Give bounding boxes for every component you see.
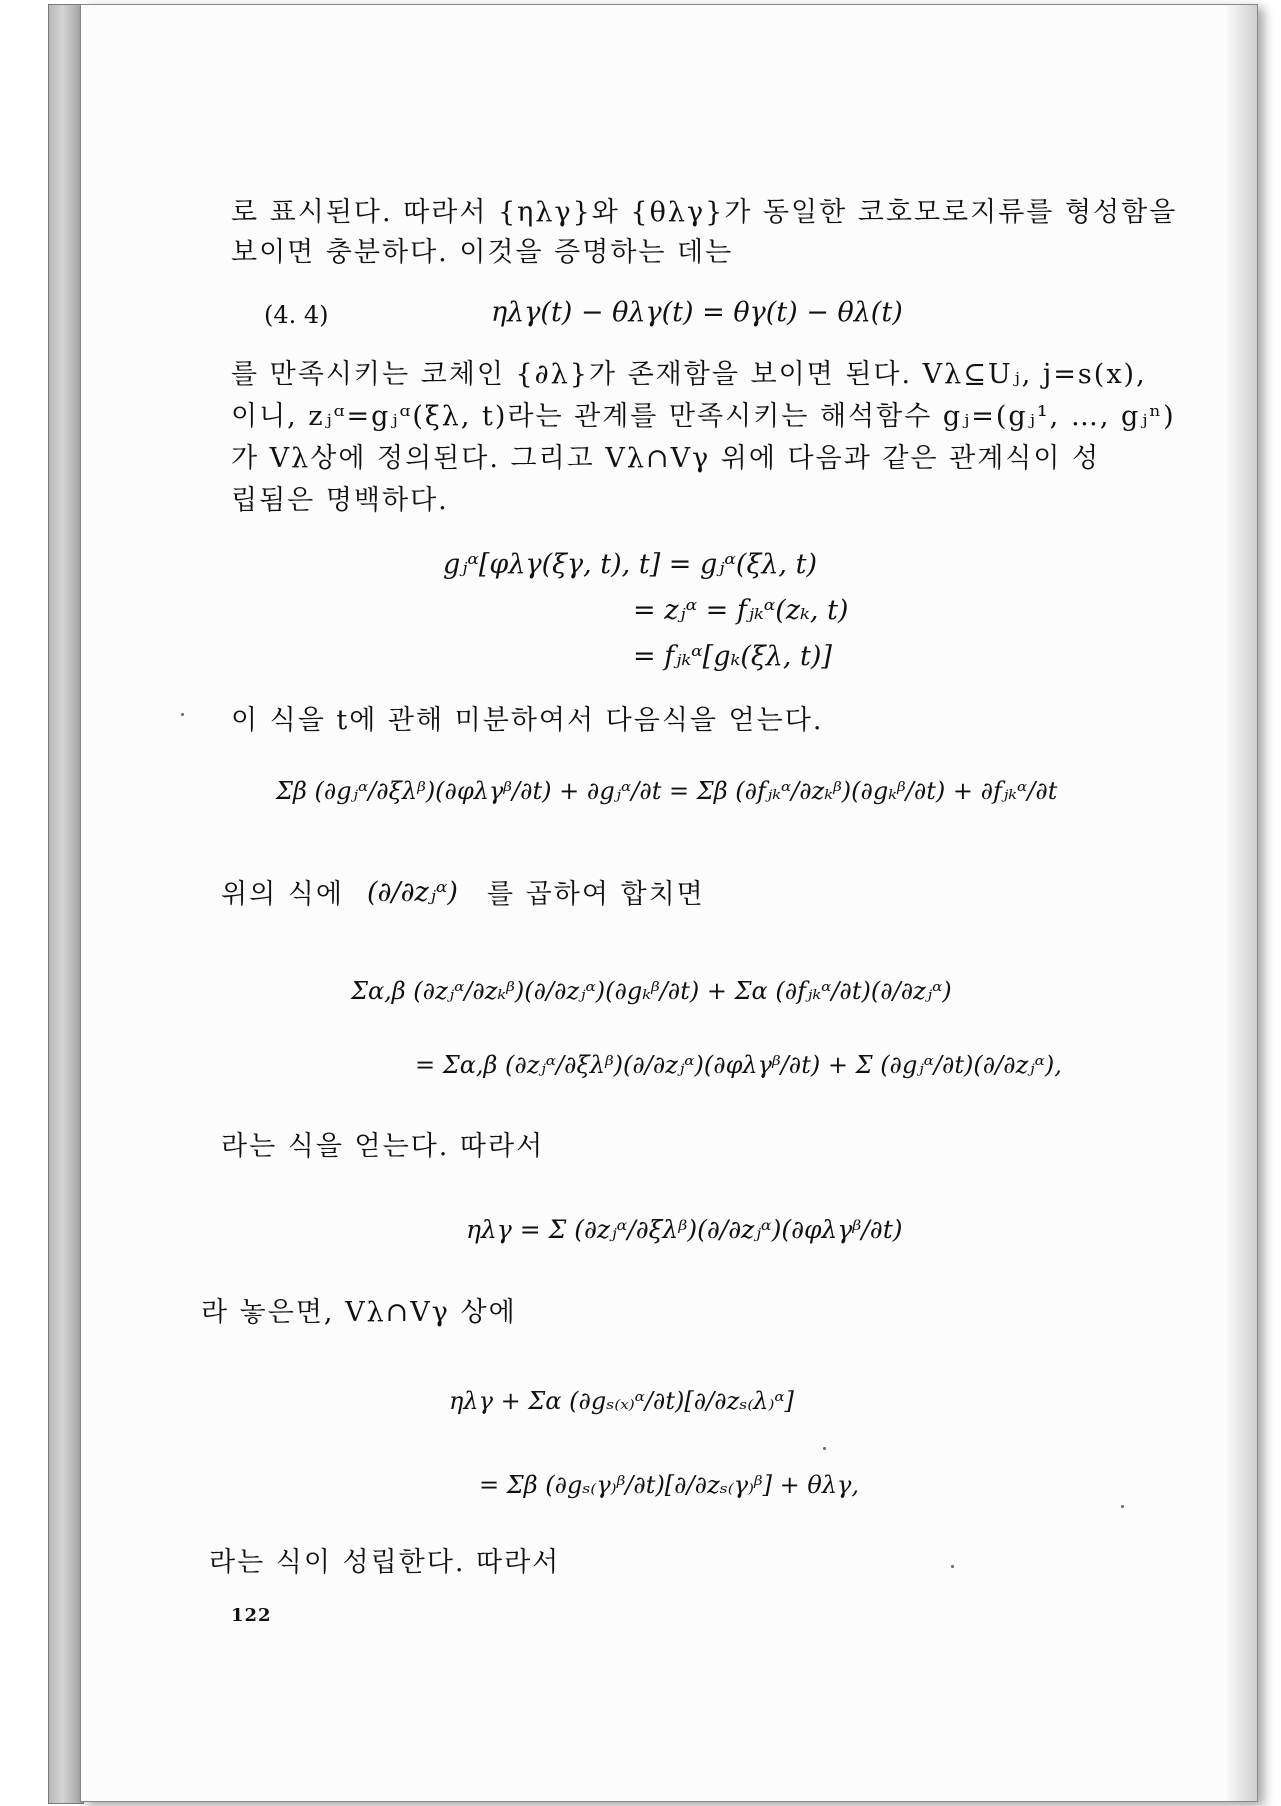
- equation-final-line-2: = Σβ (∂gₛ₍γ₎ᵝ/∂t)[∂/∂zₛ₍γ₎ᵝ] + θλγ,: [479, 1471, 860, 1499]
- paragraph-line-8: 위의 식에: [221, 879, 344, 910]
- scan-speck: [1121, 1505, 1124, 1508]
- paragraph-line-2: 보이면 충분하다. 이것을 증명하는 데는: [231, 237, 734, 268]
- page: [80, 4, 1258, 1802]
- paragraph-line-4: 이니, zⱼᵅ=gⱼᵅ(ξλ, t)라는 관계를 만족시키는 해석함수 gⱼ=(gⱼ¹, …, gⱼⁿ): [231, 401, 1176, 432]
- scan-speck: [181, 713, 184, 716]
- equation-number: (4. 4): [264, 301, 329, 329]
- paragraph-line-9: 를 곱하여 합치면: [487, 879, 705, 910]
- paragraph-line-6: 립됨은 명백하다.: [231, 485, 449, 516]
- paragraph-line-12: 라는 식이 성립한다. 따라서: [209, 1547, 561, 1578]
- equation-g-line-2: = zⱼᵅ = fⱼₖᵅ(zₖ, t): [633, 595, 849, 626]
- equation-g-line-3: = fⱼₖᵅ[gₖ(ξλ, t)]: [633, 641, 832, 672]
- equation-operator: (∂/∂zⱼᵅ): [367, 877, 458, 908]
- equation-sum-line-2: = Σα,β (∂zⱼᵅ/∂ξλᵝ)(∂/∂zⱼᵅ)(∂φλγᵝ/∂t) + Σ (∂gⱼᵅ/∂t)(∂/∂zⱼᵅ),: [415, 1051, 1062, 1079]
- paragraph-line-11: 라 놓은면, Vλ∩Vγ 상에: [201, 1297, 517, 1328]
- paragraph-line-7: 이 식을 t에 관해 미분하여서 다음식을 얻는다.: [231, 705, 824, 736]
- paragraph-line-3: 를 만족시키는 코체인 {∂λ}가 존재함을 보이면 된다. Vλ⊆Uⱼ, j=s(x),: [231, 359, 1147, 390]
- equation-g-line-1: gⱼᵅ[φλγ(ξγ, t), t] = gⱼᵅ(ξλ, t): [443, 549, 817, 580]
- paragraph-line-5: 가 Vλ상에 정의된다. 그리고 Vλ∩Vγ 위에 다음과 같은 관계식이 성: [231, 443, 1101, 474]
- equation-derivative: Σβ (∂gⱼᵅ/∂ξλᵝ)(∂φλγᵝ/∂t) + ∂gⱼᵅ/∂t = Σβ (∂fⱼₖᵅ/∂zₖᵝ)(∂gₖᵝ/∂t) + ∂fⱼₖᵅ/∂t: [276, 777, 1058, 805]
- equation-final-line-1: ηλγ + Σα (∂gₛ₍ₓ₎ᵅ/∂t)[∂/∂zₛ₍λ₎ᵅ]: [449, 1387, 794, 1415]
- page-number: 122: [231, 1605, 272, 1626]
- equation-4-4: ηλγ(t) − θλγ(t) = θγ(t) − θλ(t): [491, 297, 903, 328]
- paragraph-line-1: 로 표시된다. 따라서 {ηλγ}와 {θλγ}가 동일한 코호모로지류를 형성함을: [231, 197, 1178, 228]
- equation-sum-line-1: Σα,β (∂zⱼᵅ/∂zₖᵝ)(∂/∂zⱼᵅ)(∂gₖᵝ/∂t) + Σα (∂fⱼₖᵅ/∂t)(∂/∂zⱼᵅ): [351, 977, 952, 1005]
- scan-speck: [951, 1565, 954, 1568]
- equation-eta-definition: ηλγ = Σ (∂zⱼᵅ/∂ξλᵝ)(∂/∂zⱼᵅ)(∂φλγᵝ/∂t): [466, 1215, 903, 1244]
- scan-speck: [823, 1447, 826, 1450]
- paragraph-line-10: 라는 식을 얻는다. 따라서: [221, 1131, 545, 1162]
- book-spine: [48, 4, 84, 1804]
- page-edge-shadow: [1225, 5, 1257, 1801]
